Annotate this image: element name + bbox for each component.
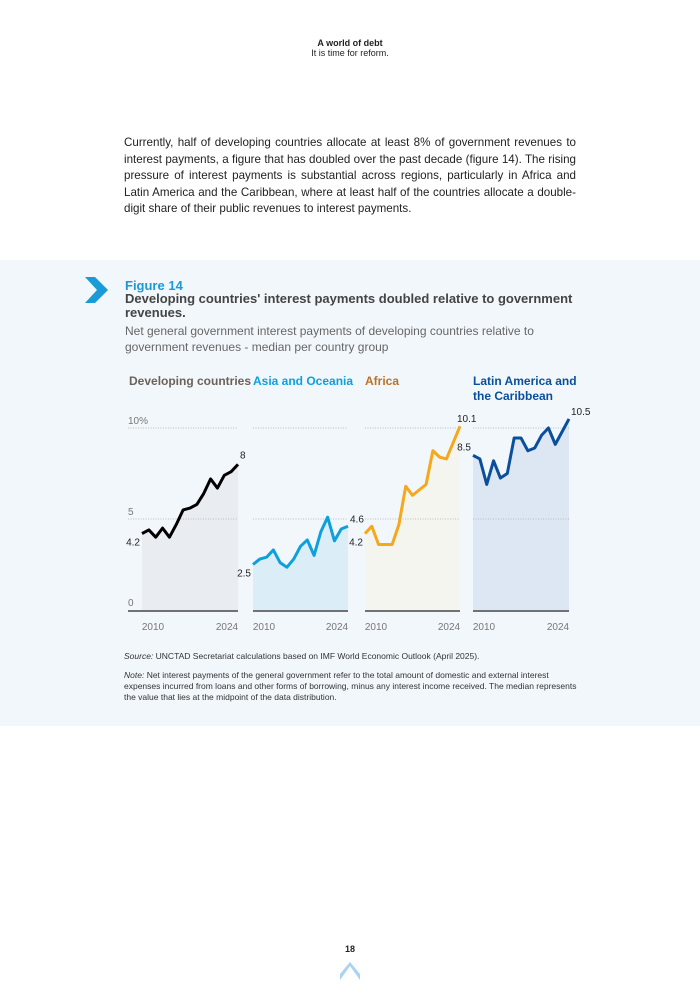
y-tick-label: 0 [128,598,134,609]
x-tick-label: 2024 [546,622,570,633]
y-tick-label: 5 [128,507,134,518]
end-value-label: 10.5 [571,406,591,418]
header-title: A world of debt [317,38,383,48]
x-tick-label: 2010 [252,622,276,633]
figure-source [124,651,479,661]
figure-title: Developing countries' interest payments doubled relative to government revenues. [125,291,573,320]
figure-number: Figure 14 [125,278,183,293]
logo-chevron-up-icon [340,962,360,980]
end-value-label: 8 [240,450,246,462]
series-title: Africa [365,374,400,388]
running-header [0,38,700,58]
start-value-label: 8.5 [457,442,471,454]
series-title: Developing countries [129,374,252,388]
series-area [253,517,348,610]
note-label: Note: [124,670,145,680]
start-value-label: 2.5 [237,568,251,580]
x-tick-label: 2010 [141,622,165,633]
chevron-right-icon [85,277,109,303]
series-title: Latin America and [473,374,577,388]
x-tick-label: 2010 [472,622,496,633]
header-subtitle: It is time for reform. [311,48,389,58]
series-area [473,419,569,610]
x-tick-label: 2010 [364,622,388,633]
end-value-label: 10.1 [457,414,477,426]
series-title: the Caribbean [473,389,554,403]
note-text: Net interest payments of the general government refer to the total amount of domestic and external interest expenses incurred from loans and other forms of borrowing, minus any interest income received. The median represents the value that lies at the midpoint of the data distribution. [124,670,577,702]
body-paragraph: Currently, half of developing countries allocate at least 8% of government revenues to interest payments, a figure that has doubled over the past decade (figure 14). The rising pressure of interest payments is substantial across regions, particularly in Africa and Latin America and the Caribbean, where at least half of the countries allocate a double-digit share of their public revenues to interest payments. [124,136,576,215]
x-tick-label: 2024 [325,622,349,633]
y-tick-label: 10% [128,416,149,427]
start-value-label: 4.2 [349,537,363,549]
series-area [365,426,460,610]
figure-subtitle: Net general government interest payments of developing countries relative to government revenues - median per country group [125,324,534,354]
chart [0,360,700,645]
page-number: 18 [344,944,355,954]
figure-note [124,670,584,703]
series-title: Asia and Oceania [253,374,354,388]
x-tick-label: 2024 [437,622,461,633]
source-label: Source: [124,651,154,661]
x-tick-label: 2024 [215,622,239,633]
end-value-label: 4.6 [350,514,364,526]
start-value-label: 4.2 [126,537,140,549]
source-text: UNCTAD Secretariat calculations based on IMF World Economic Outlook (April 2025). [153,651,480,661]
